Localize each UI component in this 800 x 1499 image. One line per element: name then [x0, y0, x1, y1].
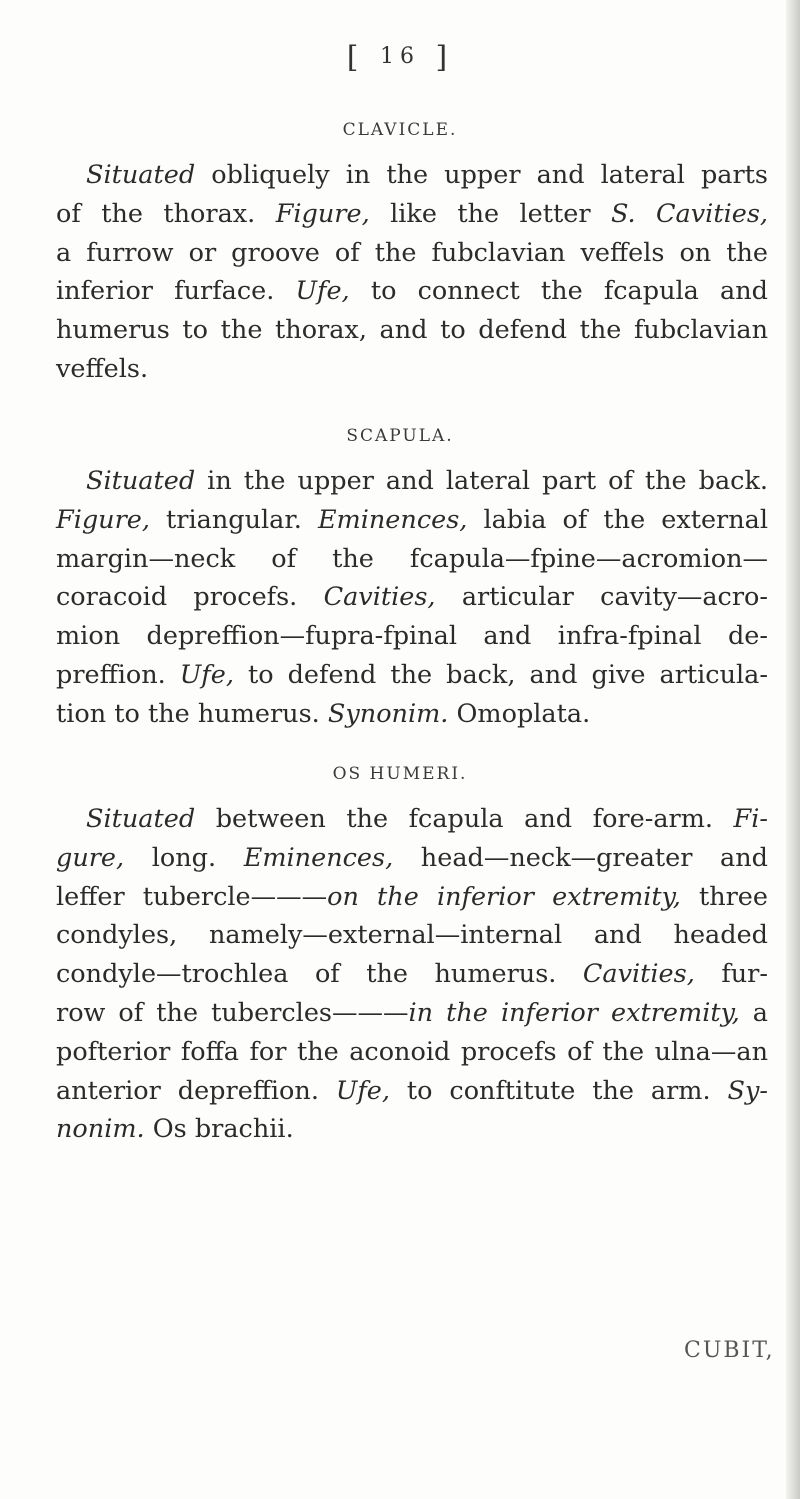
text-run: tion to the humerus.	[56, 698, 328, 729]
text-run: to conftitute the arm.	[390, 1075, 728, 1106]
text-run: head—neck—greater and	[393, 842, 768, 873]
page-edge-shadow	[786, 0, 800, 1499]
italic-term: S.	[610, 198, 636, 229]
text-run: veffels.	[56, 353, 149, 384]
text-run: row of the tubercles———	[56, 997, 409, 1028]
text-line	[56, 1110, 768, 1149]
text-run: of the thorax.	[56, 198, 276, 229]
heading-scapula: SCAPULA.	[346, 426, 454, 446]
text-run: pofterior foffa for the aconoid procefs of the ulna—an	[56, 1036, 768, 1067]
text-line	[56, 916, 768, 955]
italic-term: in the inferior extremity,	[408, 997, 740, 1028]
italic-term: nonim.	[56, 1114, 145, 1145]
heading-os-humeri: OS HUMERI.	[332, 764, 468, 784]
text-line	[56, 462, 768, 501]
text-line	[56, 994, 768, 1033]
paragraph-scapula	[56, 462, 768, 734]
text-run: fur-	[694, 959, 768, 990]
italic-term: Synonim.	[327, 698, 449, 729]
italic-term: Eminences,	[243, 842, 394, 873]
text-run: preffion.	[56, 659, 180, 690]
text-run: humerus to the thorax, and to defend the fubclavian	[56, 315, 768, 346]
text-run: mion depreffion—fupra-fpinal and infra-fpinal de-	[56, 621, 768, 652]
text-run: Omoplata.	[448, 698, 591, 729]
text-line	[56, 1072, 768, 1111]
italic-term: Fi-	[733, 804, 768, 834]
text-run: anterior depreffion.	[56, 1075, 336, 1106]
text-line	[56, 839, 768, 878]
text-line	[56, 156, 768, 195]
text-run: a	[739, 997, 768, 1028]
text-run: coracoid procefs.	[56, 582, 324, 613]
folio-left-bracket: [	[346, 40, 365, 75]
text-line	[56, 1033, 768, 1072]
italic-term: Cavities,	[582, 959, 695, 990]
text-line	[56, 195, 768, 234]
folio-number: 16	[380, 44, 420, 69]
italic-term: Figure,	[56, 504, 150, 535]
folio-right-bracket: ]	[435, 40, 454, 75]
heading-clavicle: CLAVICLE.	[342, 120, 458, 140]
text-run: long.	[124, 842, 244, 873]
text-line	[56, 578, 768, 617]
italic-term: Sy-	[727, 1075, 769, 1106]
text-run: leffer tubercle———	[56, 881, 328, 912]
paragraph-clavicle	[56, 156, 768, 389]
italic-term: Ufe,	[179, 659, 234, 690]
text-run: Os brachii.	[144, 1114, 294, 1145]
text-line	[56, 800, 768, 839]
text-run: margin—neck of the fcapula—fpine—acromion—	[56, 543, 768, 574]
text-run: condyles, namely—external—internal and headed	[56, 920, 768, 951]
italic-term: gure,	[56, 842, 125, 873]
italic-term: Situated	[86, 466, 196, 496]
page-number	[0, 40, 800, 75]
text-line	[56, 350, 768, 389]
italic-term: Situated	[86, 804, 196, 834]
text-line	[56, 540, 768, 579]
text-run	[636, 199, 656, 229]
text-run: inferior furface.	[56, 276, 296, 307]
italic-term: Ufe,	[335, 1075, 390, 1106]
text-run: articular cavity—acro-	[435, 582, 768, 613]
text-run: between the fcapula and fore-arm.	[195, 804, 734, 834]
text-run: three	[680, 881, 768, 912]
italic-term: Ufe,	[295, 276, 350, 307]
italic-term: Eminences,	[317, 504, 468, 535]
italic-term: on the inferior extremity,	[327, 881, 681, 912]
text-run: like the letter	[369, 198, 611, 229]
text-run: condyle—trochlea of the humerus.	[56, 959, 583, 990]
text-line	[56, 878, 768, 917]
text-line	[56, 501, 768, 540]
text-run: obliquely in the upper and lateral parts	[195, 160, 768, 190]
italic-term: Figure,	[275, 198, 370, 229]
text-run: to defend the back, and give articula-	[233, 659, 768, 690]
text-run: triangular.	[149, 504, 318, 535]
text-run: in the upper and lateral part of the back.	[195, 466, 768, 496]
text-line	[56, 234, 768, 273]
text-run: a furrow or groove of the fubclavian veffels on the	[56, 237, 768, 268]
text-line	[56, 272, 768, 311]
italic-term: Cavities,	[656, 198, 769, 229]
italic-term: Situated	[86, 160, 196, 190]
text-line	[56, 695, 768, 734]
text-line	[56, 656, 768, 695]
paragraph-os-humeri	[56, 800, 768, 1149]
text-run: labia of the external	[467, 504, 769, 535]
text-line	[56, 617, 768, 656]
text-run: to connect the fcapula and	[349, 276, 768, 307]
italic-term: Cavities,	[323, 582, 436, 613]
text-line	[56, 311, 768, 350]
text-line	[56, 955, 768, 994]
catchword: CUBIT,	[684, 1338, 775, 1363]
